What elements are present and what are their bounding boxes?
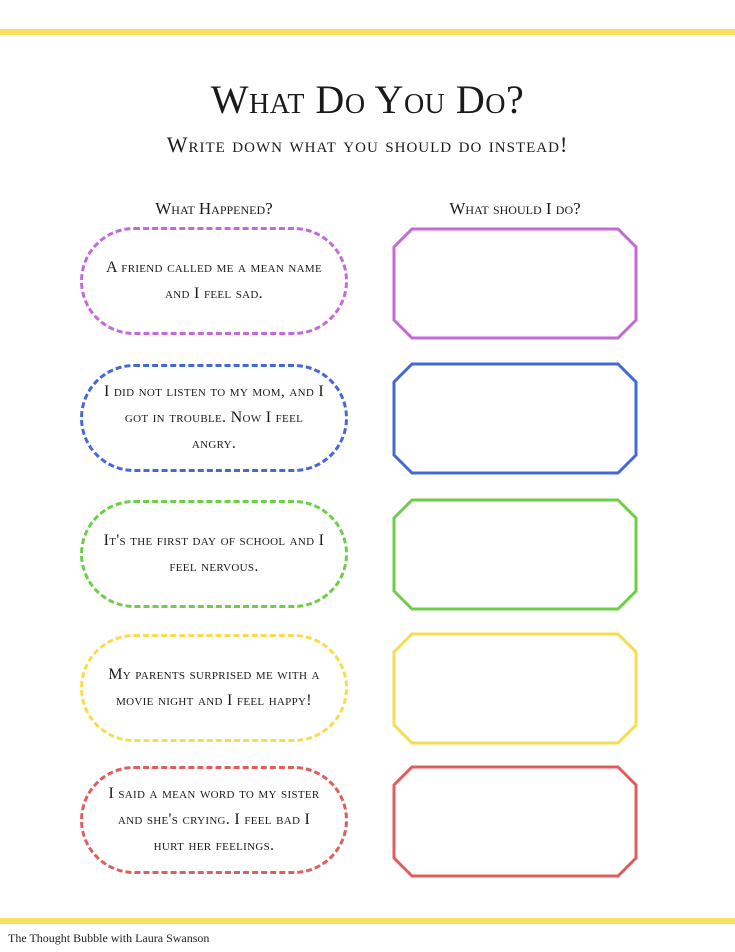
situation-bubble-1 — [80, 227, 348, 335]
situation-text-1: A friend called me a mean name and I feel sad. — [106, 259, 322, 302]
footer-credit: The Thought Bubble with Laura Swanson — [8, 931, 210, 945]
answer-box-5[interactable] — [392, 765, 638, 878]
situation-text-4: My parents surprised me with a movie night and I feel happy! — [108, 666, 320, 709]
situation-text-5: I said a mean word to my sister and she's crying. I feel bad I hurt her feelings. — [108, 785, 320, 854]
bottom-accent-bar — [0, 918, 735, 924]
what-happened-header: What Happened? — [155, 199, 273, 218]
page-subtitle: Write down what you should do instead! — [166, 132, 569, 157]
answer-box-4[interactable] — [392, 632, 638, 745]
answer-box-3[interactable] — [392, 498, 638, 611]
situation-bubble-3 — [80, 500, 348, 608]
what-should-i-do-header: What should I do? — [449, 199, 581, 218]
situation-text-2: I did not listen to my mom, and I got in trouble. Now I feel angry. — [103, 383, 325, 452]
page-title: What Do You Do? — [210, 77, 525, 122]
situation-bubble-4 — [80, 634, 348, 742]
top-accent-bar — [0, 29, 735, 35]
answer-box-2[interactable] — [392, 362, 638, 475]
situation-bubble-2 — [80, 364, 348, 472]
situation-bubble-5 — [80, 766, 348, 874]
situation-text-3: It's the first day of school and I feel nervous. — [103, 532, 325, 575]
answer-box-1[interactable] — [392, 227, 638, 340]
